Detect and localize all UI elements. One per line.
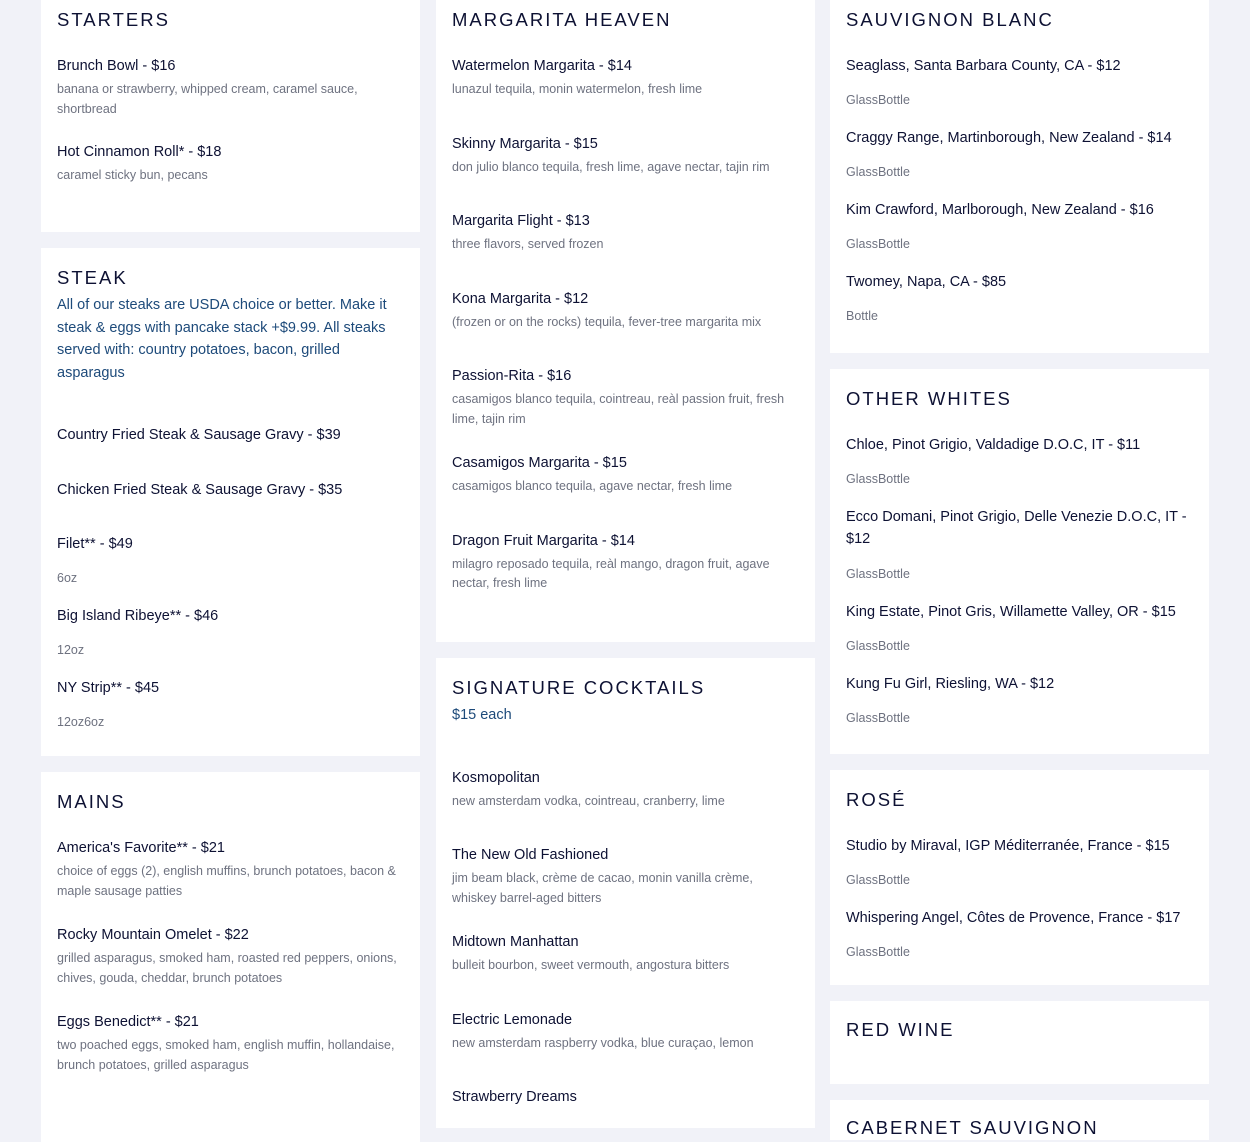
item-description: casamigos blanco tequila, cointreau, reàl passion fruit, fresh lime, tajin rim [452, 392, 785, 426]
item-name: Filet** - $49 [57, 536, 133, 552]
section-title: RED WINE [846, 1019, 955, 1040]
menu-column-2 [436, 0, 815, 1128]
menu-item[interactable] [57, 1012, 404, 1075]
item-name: Skinny Margarita - $15 [452, 135, 598, 152]
menu-item[interactable] [57, 606, 404, 659]
item-size: GlassBottle [846, 711, 910, 725]
menu-item[interactable] [452, 845, 799, 908]
item-size: GlassBottle [846, 93, 910, 107]
item-name: Hot Cinnamon Roll* - $18 [57, 144, 222, 160]
item-name: The New Old Fashioned [452, 847, 609, 863]
menu-column-3 [830, 0, 1209, 1140]
item-name: Passion-Rita - $16 [452, 368, 572, 384]
item-description: jim beam black, crème de cacao, monin vanilla crème, whiskey barrel-aged bitters [452, 871, 753, 905]
menu-item[interactable] [452, 366, 799, 429]
menu-item[interactable] [846, 602, 1193, 655]
item-name: Big Island Ribeye** - $46 [57, 608, 219, 624]
menu-item[interactable] [57, 678, 404, 731]
item-size: 12oz6oz [57, 715, 105, 729]
item-size: Bottle [846, 309, 878, 323]
menu-item[interactable] [452, 768, 799, 812]
menu-item[interactable] [452, 134, 799, 178]
item-size: GlassBottle [846, 472, 910, 486]
item-description: new amsterdam vodka, cointreau, cranberry, lime [452, 793, 725, 808]
section-sauvignon-blanc [830, 0, 1209, 353]
item-name: Rocky Mountain Omelet - $22 [57, 927, 249, 943]
item-name: Kosmopolitan [452, 769, 540, 786]
menu-item[interactable] [846, 836, 1193, 889]
section-cabernet-sauvignon [830, 1100, 1209, 1140]
section-title: ROSÉ [846, 789, 907, 810]
item-name: Brunch Bowl - $16 [57, 58, 176, 74]
menu-item[interactable] [452, 531, 799, 594]
item-name: Chloe, Pinot Grigio, Valdadige D.O.C, IT - $11 [846, 437, 1141, 453]
menu-item[interactable] [846, 56, 1193, 109]
item-description: grilled asparagus, smoked ham, roasted red peppers, onions, chives, gouda, cheddar, brunch potatoes [57, 951, 397, 985]
item-name: Craggy Range, Martinborough, New Zealand - $14 [846, 130, 1172, 146]
item-description: casamigos blanco tequila, agave nectar, fresh lime [452, 479, 733, 493]
item-name: Watermelon Margarita - $14 [452, 58, 632, 74]
section-steak [41, 248, 420, 756]
item-name: Chicken Fried Steak & Sausage Gravy - $35 [57, 482, 343, 498]
section-rose [830, 770, 1209, 985]
menu-item[interactable] [452, 1087, 799, 1107]
item-name: Twomey, Napa, CA - $85 [846, 274, 1007, 290]
menu-item[interactable] [846, 200, 1193, 253]
item-description: banana or strawberry, whipped cream, caramel sauce, shortbread [57, 82, 358, 116]
item-name: Strawberry Dreams [452, 1089, 577, 1105]
menu-item[interactable] [846, 435, 1193, 488]
item-description: lunazul tequila, monin watermelon, fresh lime [452, 82, 703, 96]
item-size: 6oz [57, 571, 78, 585]
item-name: Whispering Angel, Côtes de Provence, France - $17 [846, 910, 1181, 926]
item-name: Country Fried Steak & Sausage Gravy - $39 [57, 427, 341, 443]
menu-item[interactable] [57, 838, 404, 901]
section-other-whites [830, 369, 1209, 754]
menu-item[interactable] [452, 289, 799, 333]
section-mains [41, 772, 420, 1142]
menu-item[interactable] [846, 272, 1193, 325]
item-name: King Estate, Pinot Gris, Willamette Valley, OR - $15 [846, 604, 1176, 620]
item-description: new amsterdam raspberry vodka, blue curaçao, lemon [452, 1035, 754, 1050]
menu-item[interactable] [57, 425, 404, 445]
section-signature-cocktails [436, 658, 815, 1128]
section-title: SAUVIGNON BLANC [846, 9, 1054, 30]
item-size: 12oz [57, 643, 85, 657]
menu-item[interactable] [846, 908, 1193, 961]
item-name: Kim Crawford, Marlborough, New Zealand - $16 [846, 202, 1154, 218]
section-title: STARTERS [57, 9, 170, 30]
section-title: MAINS [57, 791, 126, 812]
item-name: Ecco Domani, Pinot Grigio, Delle Venezie D.O.C, IT - $12 [846, 509, 1187, 547]
section-margarita-heaven [436, 0, 815, 642]
item-description: caramel sticky bun, pecans [57, 168, 208, 182]
item-size: GlassBottle [846, 639, 910, 653]
menu-item[interactable] [57, 142, 404, 186]
section-red-wine [830, 1001, 1209, 1084]
menu-item[interactable] [452, 932, 799, 976]
menu-item[interactable] [452, 56, 799, 100]
menu-item[interactable] [452, 211, 799, 255]
item-size: GlassBottle [846, 873, 910, 887]
item-size: GlassBottle [846, 945, 910, 959]
item-size: GlassBottle [846, 567, 910, 581]
section-title: STEAK [57, 267, 128, 288]
item-name: Eggs Benedict** - $21 [57, 1014, 199, 1030]
section-title: SIGNATURE COCKTAILS [452, 677, 706, 698]
section-starters [41, 0, 420, 232]
item-name: Seaglass, Santa Barbara County, CA - $12 [846, 58, 1121, 74]
section-note: All of our steaks are USDA choice or better. Make it steak & eggs with pancake stack +$9.99. All steaks served with: country potatoes, bacon, grilled asparagus [57, 297, 387, 381]
item-name: Kung Fu Girl, Riesling, WA - $12 [846, 676, 1055, 692]
item-name: Kona Margarita - $12 [452, 290, 589, 307]
item-name: America's Favorite** - $21 [57, 840, 225, 856]
item-name: Margarita Flight - $13 [452, 213, 590, 229]
item-description: bulleit bourbon, sweet vermouth, angostura bitters [452, 958, 730, 972]
item-description: milagro reposado tequila, reàl mango, dragon fruit, agave nectar, fresh lime [452, 556, 770, 590]
item-name: Studio by Miraval, IGP Méditerranée, France - $15 [846, 838, 1170, 854]
menu-item[interactable] [57, 56, 404, 119]
menu-column-1 [41, 0, 420, 1142]
menu-item[interactable] [452, 1010, 799, 1054]
item-name: Dragon Fruit Margarita - $14 [452, 532, 635, 549]
section-title: CABERNET SAUVIGNON [846, 1117, 1099, 1138]
menu-item[interactable] [846, 128, 1193, 181]
item-description: two poached eggs, smoked ham, english muffin, hollandaise, brunch potatoes, grilled asparagus [57, 1038, 395, 1072]
menu-item[interactable] [846, 674, 1193, 727]
menu-item[interactable] [57, 534, 404, 587]
item-name: NY Strip** - $45 [57, 680, 160, 696]
item-size: GlassBottle [846, 165, 910, 179]
item-name: Electric Lemonade [452, 1011, 573, 1028]
item-description: don julio blanco tequila, fresh lime, agave nectar, tajin rim [452, 159, 770, 174]
menu-item[interactable] [452, 453, 799, 497]
section-title: MARGARITA HEAVEN [452, 9, 672, 30]
menu-item[interactable] [57, 480, 404, 500]
item-name: Casamigos Margarita - $15 [452, 455, 627, 471]
item-description: (frozen or on the rocks) tequila, fever-tree margarita mix [452, 314, 762, 329]
item-description: choice of eggs (2), english muffins, brunch potatoes, bacon & maple sausage patties [57, 864, 396, 898]
item-name: Midtown Manhattan [452, 934, 579, 950]
menu-item[interactable] [57, 925, 404, 988]
section-title: OTHER WHITES [846, 388, 1012, 409]
item-description: three flavors, served frozen [452, 237, 604, 251]
section-note: $15 each [452, 707, 512, 723]
item-size: GlassBottle [846, 237, 910, 251]
menu-item[interactable] [846, 507, 1193, 583]
